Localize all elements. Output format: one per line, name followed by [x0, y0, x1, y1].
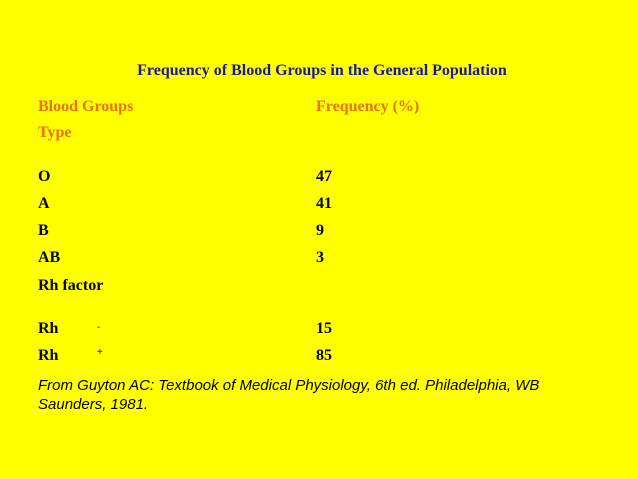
group-cell: B: [38, 222, 49, 239]
rh-sign: -: [97, 322, 101, 333]
frequency-cell: 9: [316, 222, 324, 239]
frequency-cell: 47: [316, 168, 332, 185]
header-frequency: Frequency (%): [316, 98, 420, 115]
header-type: Type: [38, 124, 72, 141]
frequency-cell: 41: [316, 195, 332, 212]
header-blood-groups: Blood Groups: [38, 98, 134, 115]
rh-sign: +: [97, 347, 103, 358]
rh-label: Rh: [38, 320, 59, 337]
slide-title: Frequency of Blood Groups in the General Population: [137, 62, 507, 79]
group-cell: O: [38, 168, 51, 185]
source-citation: From Guyton AC: Textbook of Medical Physiology, 6th ed. Philadelphia, WB Saunders, 1981.: [38, 377, 540, 413]
rh-label: Rh: [38, 347, 59, 364]
group-cell: A: [38, 195, 50, 212]
frequency-cell: 3: [316, 249, 324, 266]
rh-frequency: 15: [316, 320, 332, 337]
group-cell: AB: [38, 249, 61, 266]
rh-frequency: 85: [316, 347, 332, 364]
rh-factor-label: Rh factor: [38, 277, 104, 294]
